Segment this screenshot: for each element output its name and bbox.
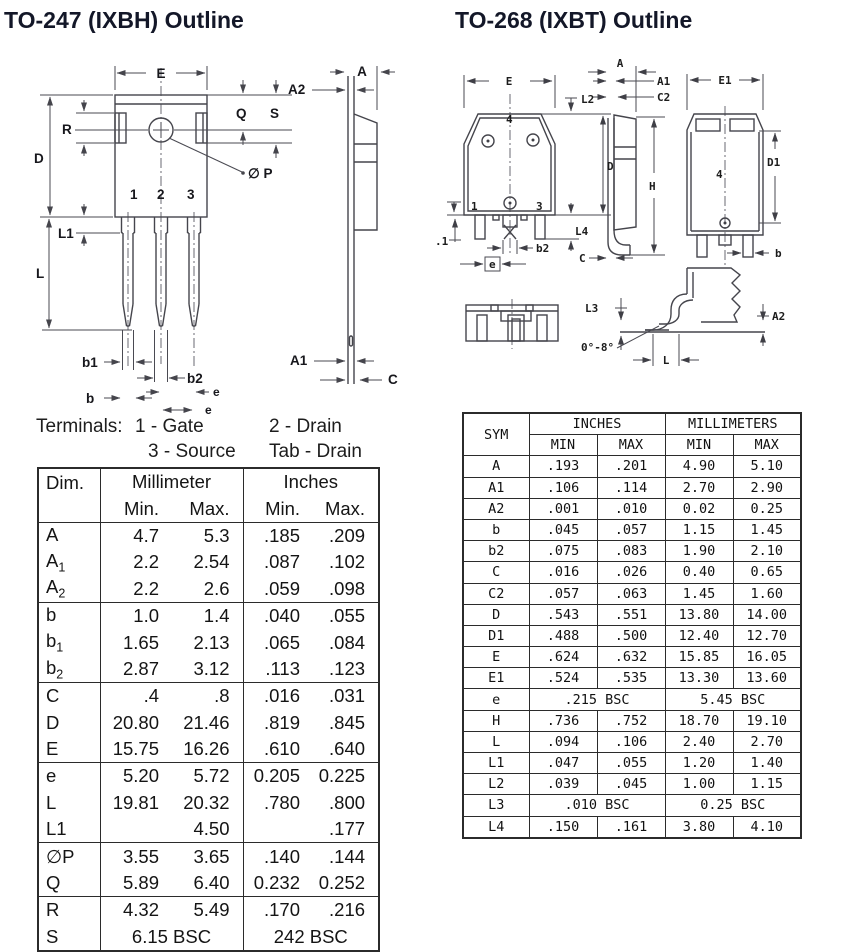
to268-mounted-view (620, 268, 765, 332)
cell: .106 (529, 477, 597, 498)
table-row (463, 647, 801, 668)
dim-label-C: C (579, 252, 586, 265)
cell: 5.10 (733, 456, 801, 477)
dim-label-b2: b2 (536, 242, 550, 255)
terminals-label: Terminals: (36, 416, 123, 437)
to247-side-view (348, 76, 377, 384)
table-row (463, 477, 801, 498)
dim-label-D: D (34, 151, 44, 166)
cell: 2.10 (733, 541, 801, 562)
cell: 1.00 (665, 774, 733, 795)
cell: .057 (529, 583, 597, 604)
cell: 16.05 (733, 647, 801, 668)
dim-label-L1: L1 (58, 226, 74, 241)
page-title-to247: TO-247 (IXBH) Outline (4, 7, 244, 33)
cell: A (463, 456, 529, 477)
header-cell: MAX (733, 435, 801, 456)
cell: 2.70 (733, 731, 801, 752)
header-cell: INCHES (529, 413, 665, 435)
cell: .780 (264, 791, 301, 813)
table-row (38, 468, 379, 495)
cell: .610 (264, 738, 301, 760)
cell: .144 (313, 843, 379, 870)
cell: C (38, 683, 100, 710)
dim-label-A: A (357, 64, 367, 79)
pin4-label: 4 (506, 113, 513, 126)
dim-label-H: H (649, 180, 656, 193)
table-row (38, 843, 379, 870)
cell: 15.85 (665, 647, 733, 668)
terminal-2: 2 - Drain (269, 416, 342, 437)
tab4-label: 4 (716, 168, 723, 181)
cell: 2.90 (733, 477, 801, 498)
dim-label-L3: L3 (585, 302, 599, 315)
cell: 2.70 (665, 477, 733, 498)
table-row (463, 541, 801, 562)
cell: .123 (329, 657, 366, 679)
cell: A2 (463, 498, 529, 519)
cell: A1 (463, 477, 529, 498)
cell: 5.20 (100, 763, 172, 790)
dim-label-A1: A1 (657, 75, 671, 88)
cell: 4.90 (665, 456, 733, 477)
cell: 2.87 (122, 657, 159, 679)
terminal-1: 1 - Gate (135, 416, 204, 437)
cell: 13.30 (665, 668, 733, 689)
cell: .551 (597, 604, 665, 625)
cell: 1.65 (122, 631, 159, 653)
cell: .094 (529, 731, 597, 752)
cell: R (38, 897, 100, 924)
cell: 5.89 (122, 872, 159, 894)
cell: 0.02 (665, 498, 733, 519)
cell: 0.232 (253, 872, 301, 894)
cell: 6.40 (172, 870, 243, 897)
cell: .057 (597, 519, 665, 540)
cell: .031 (313, 683, 379, 710)
cell: L4 (463, 816, 529, 838)
cell: 14.00 (733, 604, 801, 625)
cell: C2 (463, 583, 529, 604)
cell: E (38, 736, 100, 763)
dim-label-dot1: .1 (435, 235, 449, 248)
cell: D (463, 604, 529, 625)
cell: E (463, 647, 529, 668)
to268-outline-drawing (425, 52, 850, 410)
cell: 1.45 (665, 583, 733, 604)
dim-label-S: S (270, 106, 280, 121)
cell: L1 (463, 753, 529, 774)
cell: .098 (329, 577, 366, 599)
dim-label-E: E (156, 66, 166, 81)
cell: 4.50 (172, 816, 243, 843)
dim-label-e: e (213, 385, 220, 399)
cell: .040 (243, 602, 313, 629)
cell: 20.32 (172, 790, 243, 816)
page-title-to268: TO-268 (IXBT) Outline (455, 7, 693, 33)
datum-label-e: e (489, 258, 496, 271)
table-row (463, 816, 801, 838)
cell: D1 (463, 625, 529, 646)
to247-outline-drawing (0, 52, 430, 414)
cell: .016 (529, 562, 597, 583)
cell: 0.25 (733, 498, 801, 519)
header-cell: Inches (283, 471, 339, 493)
cell: .059 (264, 577, 301, 599)
cell: .8 (172, 683, 243, 710)
cell: 0.225 (313, 763, 379, 790)
dim-label-A2: A2 (772, 310, 786, 323)
table-row (463, 604, 801, 625)
cell: 2.2 (133, 577, 159, 599)
cell: .170 (243, 897, 313, 924)
cell: .209 (313, 522, 379, 549)
cell: 2.40 (665, 731, 733, 752)
cell: .084 (329, 631, 366, 653)
dim-label-R: R (62, 122, 72, 137)
table-row (463, 774, 801, 795)
table-row (463, 795, 801, 816)
header-cell: Max. (172, 495, 243, 522)
cell: .087 (264, 551, 301, 573)
dim-label-L: L (662, 354, 670, 367)
cell: .185 (243, 522, 313, 549)
table-row (38, 576, 379, 603)
table-row (38, 736, 379, 763)
cell: .045 (529, 519, 597, 540)
cell (243, 816, 313, 843)
cell: .140 (243, 843, 313, 870)
cell: 1.4 (172, 602, 243, 629)
cell: .201 (597, 456, 665, 477)
terminal-tab: Tab - Drain (269, 441, 362, 462)
cell (100, 816, 172, 843)
cell: 1.90 (665, 541, 733, 562)
cell: .114 (597, 477, 665, 498)
cell: 12.70 (733, 625, 801, 646)
cell: .055 (313, 602, 379, 629)
cell: 1.40 (733, 753, 801, 774)
header-cell: Max. (324, 497, 366, 519)
table-row (463, 753, 801, 774)
cell: L2 (463, 774, 529, 795)
table-row (463, 413, 801, 435)
cell: .106 (597, 731, 665, 752)
cell: D (38, 710, 100, 736)
table-row (463, 519, 801, 540)
dim-label-A2: A2 (288, 82, 306, 97)
cell: 1.15 (733, 774, 801, 795)
cell: 5.49 (172, 897, 243, 924)
to268-dim-table (462, 412, 802, 839)
cell: 0.40 (665, 562, 733, 583)
cell: b (463, 519, 529, 540)
cell: .524 (529, 668, 597, 689)
table-row (38, 710, 379, 736)
angle-label: 0°-8° (581, 341, 615, 354)
cell: 16.26 (172, 736, 243, 763)
cell: .065 (264, 631, 301, 653)
to247-dim-table (37, 467, 380, 952)
cell: .055 (597, 753, 665, 774)
dim-label-b: b (86, 391, 95, 406)
cell: .083 (597, 541, 665, 562)
cell: .010 BSC (529, 795, 665, 816)
cell: 0.65 (733, 562, 801, 583)
pin3-label: 3 (536, 200, 543, 213)
cell: .215 BSC (529, 689, 665, 710)
cell: 12.40 (665, 625, 733, 646)
dim-label-A: A (616, 57, 624, 70)
cell: .026 (597, 562, 665, 583)
cell: $b_1$ (38, 629, 100, 655)
cell: .845 (329, 711, 366, 733)
dim-label-E: E (505, 75, 513, 88)
cell: 5.45 BSC (665, 689, 801, 710)
cell: 6.15 BSC (100, 924, 243, 951)
cell: .150 (529, 816, 597, 838)
cell: .102 (329, 551, 366, 573)
table-row (463, 625, 801, 646)
cell: E1 (463, 668, 529, 689)
cell: .193 (529, 456, 597, 477)
cell: 4.7 (100, 522, 172, 549)
cell: 242 BSC (273, 925, 348, 947)
header-cell: SYM (463, 413, 529, 456)
pin3-label: 3 (187, 187, 195, 202)
cell: 2.13 (172, 629, 243, 655)
table-row (38, 683, 379, 710)
cell: .010 (597, 498, 665, 519)
cell: 1.0 (100, 602, 172, 629)
table-row (38, 629, 379, 655)
cell: .535 (597, 668, 665, 689)
table-row (38, 656, 379, 683)
cell: 1.60 (733, 583, 801, 604)
cell: 2.54 (172, 549, 243, 575)
terminals-note (36, 414, 388, 464)
table-row (463, 498, 801, 519)
cell: .039 (529, 774, 597, 795)
cell: 1.45 (733, 519, 801, 540)
dim-label-b: b (775, 247, 782, 260)
dim-label-C2: C2 (657, 91, 671, 104)
table-row (463, 710, 801, 731)
dim-label-C: C (388, 372, 398, 387)
pin2-label: 2 (157, 187, 165, 202)
cell: 19.10 (733, 710, 801, 731)
table-row (463, 456, 801, 477)
dim-label-Q: Q (236, 106, 247, 121)
dim-label-L: L (36, 266, 45, 281)
cell: b (38, 602, 100, 629)
table-row (38, 602, 379, 629)
cell: .500 (597, 625, 665, 646)
cell: 0.25 BSC (665, 795, 801, 816)
table-row (463, 562, 801, 583)
cell: A (38, 522, 100, 549)
cell: .819 (264, 711, 301, 733)
cell: .075 (529, 541, 597, 562)
cell: .624 (529, 647, 597, 668)
cell: e (38, 763, 100, 790)
cell: 21.46 (172, 710, 243, 736)
header-cell: Dim. (38, 468, 100, 522)
cell: C (463, 562, 529, 583)
cell: 20.80 (112, 711, 159, 733)
dim-label-E1: E1 (718, 74, 732, 87)
cell: L (38, 790, 100, 816)
cell: ∅P (38, 843, 100, 870)
header-cell: Min. (265, 497, 301, 519)
cell: $A_1$ (38, 549, 100, 575)
pin1-label: 1 (471, 200, 478, 213)
dim-label-D1: D1 (767, 156, 781, 169)
cell: .063 (597, 583, 665, 604)
cell: 3.65 (172, 843, 243, 870)
to268-front-view (464, 114, 555, 239)
terminal-3: 3 - Source (148, 441, 236, 462)
header-cell: MILLIMETERS (665, 413, 801, 435)
cell: 18.70 (665, 710, 733, 731)
cell: .640 (329, 738, 366, 760)
dim-label-P: ∅ P (248, 166, 273, 181)
cell: .543 (529, 604, 597, 625)
cell: 2.2 (133, 551, 159, 573)
cell: .488 (529, 625, 597, 646)
cell: 3.12 (172, 656, 243, 683)
header-cell: MIN (529, 435, 597, 456)
to268-side-view (608, 115, 636, 255)
table-row (38, 522, 379, 549)
cell: e (463, 689, 529, 710)
cell: 1.15 (665, 519, 733, 540)
to268-bottom-view (466, 305, 558, 341)
cell: .113 (265, 657, 301, 679)
dim-label-b2: b2 (187, 371, 203, 386)
cell: .161 (597, 816, 665, 838)
dim-label-L2: L2 (581, 93, 595, 106)
cell: .216 (313, 897, 379, 924)
header-cell: MIN (665, 435, 733, 456)
header-cell: MAX (597, 435, 665, 456)
cell: 1.20 (665, 753, 733, 774)
cell: 0.205 (243, 763, 313, 790)
cell: .800 (329, 791, 366, 813)
dim-label-L4: L4 (575, 225, 589, 238)
cell: H (463, 710, 529, 731)
cell: 13.80 (665, 604, 733, 625)
cell: .045 (597, 774, 665, 795)
table-row (38, 870, 379, 897)
table-row (38, 763, 379, 790)
cell: $A_2$ (38, 576, 100, 603)
cell: 5.72 (172, 763, 243, 790)
table-row (463, 731, 801, 752)
dim-label-e2: e (205, 403, 212, 414)
cell: L3 (463, 795, 529, 816)
cell: .177 (329, 818, 366, 840)
cell: .632 (597, 647, 665, 668)
table-row (38, 549, 379, 575)
table-row (38, 816, 379, 843)
table-row (38, 790, 379, 816)
table-row (38, 897, 379, 924)
pin1-label: 1 (130, 187, 138, 202)
cell: 0.252 (318, 872, 366, 894)
table-row (463, 583, 801, 604)
cell: 4.32 (100, 897, 172, 924)
cell: .736 (529, 710, 597, 731)
cell: b2 (463, 541, 529, 562)
cell: 5.3 (172, 522, 243, 549)
cell: .047 (529, 753, 597, 774)
table-row (38, 924, 379, 951)
cell: 2.6 (172, 576, 243, 603)
table-row (463, 689, 801, 710)
table-row (463, 668, 801, 689)
cell: 19.81 (112, 791, 159, 813)
dim-label-b1: b1 (82, 355, 98, 370)
cell: 3.55 (100, 843, 172, 870)
cell: 3.80 (665, 816, 733, 838)
cell: .001 (529, 498, 597, 519)
dim-label-D: D (607, 160, 614, 173)
cell: $b_2$ (38, 656, 100, 683)
cell: 4.10 (733, 816, 801, 838)
cell: L1 (38, 816, 100, 843)
cell: L (463, 731, 529, 752)
header-cell: Min. (124, 497, 159, 519)
cell: .016 (243, 683, 313, 710)
cell: .4 (100, 683, 172, 710)
cell: S (38, 924, 100, 951)
dim-label-A1: A1 (290, 353, 308, 368)
cell: .752 (597, 710, 665, 731)
cell: Q (38, 870, 100, 897)
cell: 13.60 (733, 668, 801, 689)
cell: 15.75 (112, 738, 159, 760)
header-cell: Millimeter (100, 468, 243, 495)
